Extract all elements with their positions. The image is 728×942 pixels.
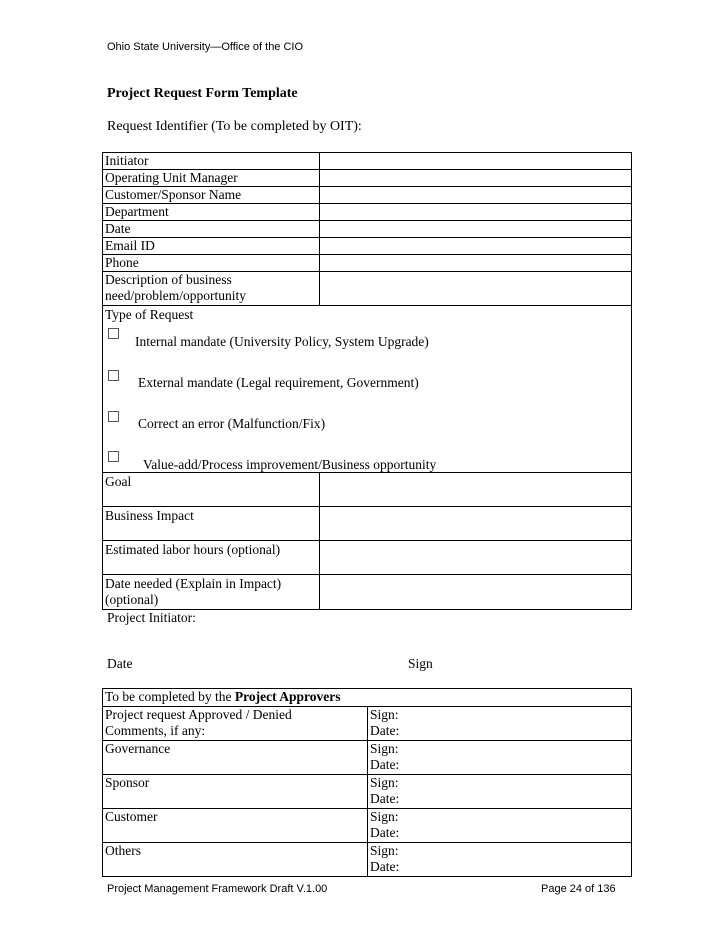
- info-table: [102, 152, 632, 306]
- table-row: [103, 689, 632, 707]
- detail-label-line2: (optional): [105, 592, 159, 607]
- customer-sign-date[interactable]: [368, 808, 632, 842]
- description-label-line2: need/problem/opportunity: [105, 288, 246, 303]
- department-field[interactable]: [320, 204, 632, 221]
- table-row: [103, 170, 632, 187]
- initiator-sign-label: Sign: [408, 656, 433, 671]
- date-needed-field[interactable]: [320, 575, 632, 610]
- initiator-field[interactable]: [320, 153, 632, 170]
- approvers-heading-prefix: To be completed by the: [105, 689, 235, 704]
- info-label: Phone: [103, 255, 320, 272]
- governance-sign-date[interactable]: [368, 740, 632, 774]
- table-row: [103, 706, 632, 740]
- approvers-table: [102, 688, 632, 877]
- sign-label: Sign:: [370, 706, 399, 722]
- detail-table: [102, 472, 632, 610]
- table-row: [103, 808, 632, 842]
- footer-document-title: Project Management Framework Draft V.1.00: [107, 883, 328, 895]
- detail-label-line1: Date needed (Explain in Impact): [105, 576, 282, 591]
- request-identifier-label: Request Identifier (To be completed by OIT):: [107, 119, 362, 134]
- table-row: [103, 575, 632, 610]
- detail-label: [103, 507, 320, 541]
- external-mandate-checkbox[interactable]: [108, 370, 119, 381]
- customer-sponsor-field[interactable]: [320, 187, 632, 204]
- initiator-date-label: Date: [107, 656, 133, 671]
- table-row: [103, 221, 632, 238]
- table-row: [103, 187, 632, 204]
- table-row: [103, 774, 632, 808]
- date-label: Date:: [370, 723, 400, 738]
- approver-label-line2: Comments, if any:: [105, 723, 206, 738]
- table-row: [103, 541, 632, 575]
- sign-label: Sign:: [370, 808, 399, 824]
- approvers-heading: [103, 689, 632, 707]
- detail-label: [103, 541, 320, 575]
- others-sign-date[interactable]: [368, 842, 632, 876]
- phone-field[interactable]: [320, 255, 632, 272]
- description-field[interactable]: [320, 272, 632, 306]
- table-row: [103, 842, 632, 876]
- description-label: [103, 272, 320, 306]
- info-label: Operating Unit Manager: [103, 170, 320, 187]
- table-row: [103, 740, 632, 774]
- correct-error-checkbox[interactable]: [108, 411, 119, 422]
- table-row: [103, 255, 632, 272]
- sign-label: Sign:: [370, 842, 399, 858]
- approver-label-line1: Others: [105, 842, 141, 858]
- date-label: Date:: [370, 825, 400, 840]
- form-title: Project Request Form Template: [107, 86, 298, 101]
- approver-label: [103, 808, 368, 842]
- operating-unit-manager-field[interactable]: [320, 170, 632, 187]
- table-row: [103, 507, 632, 541]
- approver-label: [103, 774, 368, 808]
- page-header: Ohio State University—Office of the CIO: [107, 41, 304, 53]
- correct-error-label: Correct an error (Malfunction/Fix): [138, 416, 326, 431]
- value-add-checkbox[interactable]: [108, 451, 119, 462]
- approver-label-line1: Customer: [105, 808, 158, 824]
- info-label: Email ID: [103, 238, 320, 255]
- table-row: [103, 473, 632, 507]
- info-label: Initiator: [103, 153, 320, 170]
- project-initiator-label: Project Initiator:: [107, 610, 196, 625]
- info-label: Department: [103, 204, 320, 221]
- sponsor-sign-date[interactable]: [368, 774, 632, 808]
- approver-label-line1: Governance: [105, 740, 171, 756]
- business-impact-field[interactable]: [320, 507, 632, 541]
- approver-label-line1: Sponsor: [105, 774, 150, 790]
- table-row: [103, 272, 632, 306]
- external-mandate-label: External mandate (Legal requirement, Government): [138, 375, 419, 390]
- email-field[interactable]: [320, 238, 632, 255]
- date-field[interactable]: [320, 221, 632, 238]
- approver-label: [103, 842, 368, 876]
- detail-label: [103, 473, 320, 507]
- type-of-request-section: [102, 305, 632, 472]
- internal-mandate-checkbox[interactable]: [108, 328, 119, 339]
- value-add-label: Value-add/Process improvement/Business opportunity: [143, 457, 437, 472]
- approver-label: [103, 706, 368, 740]
- detail-label-line1: Estimated labor hours (optional): [105, 542, 281, 557]
- approval-sign-date[interactable]: [368, 706, 632, 740]
- labor-hours-field[interactable]: [320, 541, 632, 575]
- detail-label-line1: Business Impact: [105, 508, 194, 523]
- table-row: [103, 238, 632, 255]
- sign-label: Sign:: [370, 774, 399, 790]
- info-label: Customer/Sponsor Name: [103, 187, 320, 204]
- footer-page-number: Page 24 of 136: [541, 883, 616, 895]
- table-row: [103, 153, 632, 170]
- approvers-heading-bold: Project Approvers: [234, 689, 341, 704]
- internal-mandate-label: Internal mandate (University Policy, System Upgrade): [135, 334, 429, 349]
- description-label-line1: Description of business: [105, 272, 232, 287]
- table-row: [103, 204, 632, 221]
- type-of-request-label: Type of Request: [105, 307, 194, 322]
- detail-label-line1: Goal: [105, 474, 132, 489]
- approver-label-line1: Project request Approved / Denied: [105, 706, 292, 722]
- detail-label: [103, 575, 320, 610]
- date-label: Date:: [370, 791, 400, 806]
- date-label: Date:: [370, 859, 400, 874]
- sign-label: Sign:: [370, 740, 399, 756]
- date-label: Date:: [370, 757, 400, 772]
- approver-label: [103, 740, 368, 774]
- info-label: Date: [103, 221, 320, 238]
- goal-field[interactable]: [320, 473, 632, 507]
